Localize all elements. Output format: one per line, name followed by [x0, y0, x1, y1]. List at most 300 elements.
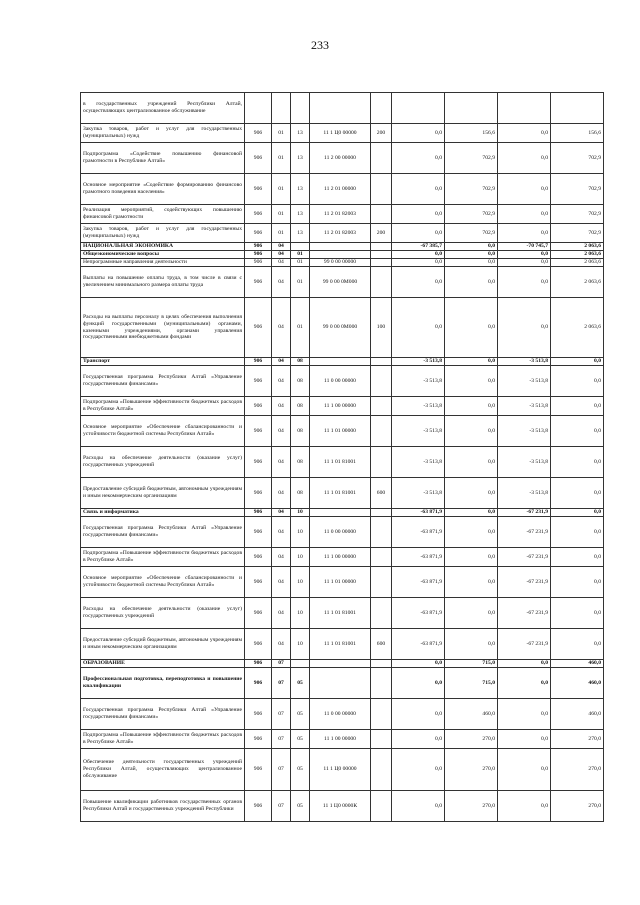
- expense-type-cell: [371, 366, 392, 397]
- amount-cell-2: [445, 93, 498, 124]
- row-name-cell: Связь и информатика: [81, 509, 245, 517]
- section-code-cell: 04: [272, 509, 291, 517]
- target-article-cell: [310, 668, 371, 699]
- amount-cell-2: 702,9: [445, 174, 498, 205]
- target-article-cell: 11 1 Ц0 0000К: [310, 791, 371, 822]
- expense-type-cell: [371, 267, 392, 298]
- amount-cell-2: 460,0: [445, 699, 498, 730]
- amount-cell-4: 2 063,6: [551, 259, 604, 267]
- amount-cell-4: 702,9: [551, 174, 604, 205]
- grbs-code-cell: 906: [245, 358, 272, 366]
- expense-type-cell: [371, 251, 392, 259]
- table-row: [81, 447, 604, 478]
- table-row: [81, 548, 604, 567]
- amount-cell-1: 0,0: [392, 298, 445, 358]
- amount-cell-3: [498, 93, 551, 124]
- amount-cell-1: -63 871,9: [392, 598, 445, 629]
- amount-cell-4: [551, 93, 604, 124]
- amount-cell-2: 0,0: [445, 251, 498, 259]
- amount-cell-3: -3 513,8: [498, 416, 551, 447]
- amount-cell-3: 0,0: [498, 668, 551, 699]
- subsection-code-cell: 01: [291, 267, 310, 298]
- row-name-cell: Основное мероприятие «Обеспечение сбалансированности и устойчивости бюджетной системы Республики Алтай»: [81, 416, 245, 447]
- section-code-cell: 04: [272, 259, 291, 267]
- subsection-code-cell: 01: [291, 251, 310, 259]
- grbs-code-cell: 906: [245, 548, 272, 567]
- amount-cell-3: -67 231,9: [498, 509, 551, 517]
- target-article-cell: 11 2 01 82003: [310, 224, 371, 243]
- section-code-cell: 01: [272, 124, 291, 143]
- amount-cell-2: 0,0: [445, 629, 498, 660]
- grbs-code-cell: 906: [245, 660, 272, 668]
- row-name-cell: Транспорт: [81, 358, 245, 366]
- expense-type-cell: [371, 259, 392, 267]
- expense-type-cell: [371, 397, 392, 416]
- target-article-cell: 99 0 00 00000: [310, 259, 371, 267]
- table-row: [81, 298, 604, 358]
- section-code-cell: 07: [272, 730, 291, 749]
- section-code-cell: 04: [272, 447, 291, 478]
- row-name-cell: Выплаты на повышение оплаты труда, в том числе в связи с увеличением минимального размера оплаты труда: [81, 267, 245, 298]
- amount-cell-2: 0,0: [445, 259, 498, 267]
- subsection-code-cell: 08: [291, 358, 310, 366]
- expense-type-cell: [371, 791, 392, 822]
- amount-cell-2: 0,0: [445, 298, 498, 358]
- expense-type-cell: [371, 174, 392, 205]
- amount-cell-2: 270,0: [445, 791, 498, 822]
- amount-cell-4: 2 063,6: [551, 251, 604, 259]
- amount-cell-4: 270,0: [551, 730, 604, 749]
- row-name-cell: Профессиональная подготовка, переподготовка и повышение квалификации: [81, 668, 245, 699]
- row-name-cell: ОБРАЗОВАНИЕ: [81, 660, 245, 668]
- section-code-cell: [272, 93, 291, 124]
- subsection-code-cell: 05: [291, 699, 310, 730]
- target-article-cell: 11 0 00 00000: [310, 517, 371, 548]
- grbs-code-cell: 906: [245, 629, 272, 660]
- expense-type-cell: [371, 660, 392, 668]
- amount-cell-4: 0,0: [551, 366, 604, 397]
- target-article-cell: 11 2 01 82003: [310, 205, 371, 224]
- subsection-code-cell: [291, 243, 310, 251]
- expense-type-cell: 600: [371, 629, 392, 660]
- row-name-cell: Государственная программа Республики Алтай «Управление государственными финансами»: [81, 517, 245, 548]
- amount-cell-3: -3 513,8: [498, 447, 551, 478]
- amount-cell-1: 0,0: [392, 174, 445, 205]
- grbs-code-cell: 906: [245, 397, 272, 416]
- amount-cell-2: 156,6: [445, 124, 498, 143]
- section-code-cell: 01: [272, 174, 291, 205]
- expense-type-cell: [371, 598, 392, 629]
- target-article-cell: 11 0 00 00000: [310, 366, 371, 397]
- amount-cell-3: 0,0: [498, 660, 551, 668]
- budget-table-body: [81, 93, 604, 822]
- target-article-cell: 99 0 00 0М000: [310, 298, 371, 358]
- amount-cell-4: 270,0: [551, 791, 604, 822]
- amount-cell-1: 0,0: [392, 660, 445, 668]
- subsection-code-cell: 01: [291, 259, 310, 267]
- amount-cell-3: 0,0: [498, 267, 551, 298]
- expense-type-cell: [371, 447, 392, 478]
- amount-cell-3: 0,0: [498, 224, 551, 243]
- amount-cell-2: 702,9: [445, 205, 498, 224]
- subsection-code-cell: 01: [291, 298, 310, 358]
- amount-cell-2: 0,0: [445, 366, 498, 397]
- table-row: [81, 366, 604, 397]
- row-name-cell: Расходы на обеспечение деятельности (оказание услуг) государственных учреждений: [81, 598, 245, 629]
- amount-cell-3: 0,0: [498, 298, 551, 358]
- table-row: [81, 267, 604, 298]
- row-name-cell: Подпрограмма «Повышение эффективности бюджетных расходов в Республике Алтай»: [81, 730, 245, 749]
- subsection-code-cell: 13: [291, 205, 310, 224]
- expense-type-cell: [371, 243, 392, 251]
- amount-cell-2: 0,0: [445, 243, 498, 251]
- amount-cell-4: 2 063,6: [551, 267, 604, 298]
- amount-cell-3: -3 513,8: [498, 478, 551, 509]
- amount-cell-2: 0,0: [445, 397, 498, 416]
- target-article-cell: 11 1 01 81001: [310, 447, 371, 478]
- amount-cell-1: 0,0: [392, 251, 445, 259]
- amount-cell-2: 0,0: [445, 598, 498, 629]
- amount-cell-2: 715,0: [445, 660, 498, 668]
- grbs-code-cell: [245, 93, 272, 124]
- amount-cell-1: -3 513,8: [392, 478, 445, 509]
- amount-cell-3: 0,0: [498, 259, 551, 267]
- amount-cell-1: -3 513,8: [392, 358, 445, 366]
- target-article-cell: 11 1 01 00000: [310, 416, 371, 447]
- amount-cell-1: -3 513,8: [392, 366, 445, 397]
- section-code-cell: 01: [272, 224, 291, 243]
- amount-cell-4: 0,0: [551, 548, 604, 567]
- amount-cell-3: 0,0: [498, 791, 551, 822]
- target-article-cell: [310, 251, 371, 259]
- table-row: [81, 517, 604, 548]
- amount-cell-1: 0,0: [392, 224, 445, 243]
- subsection-code-cell: 08: [291, 447, 310, 478]
- amount-cell-4: 0,0: [551, 358, 604, 366]
- amount-cell-4: 702,9: [551, 143, 604, 174]
- amount-cell-4: 460,0: [551, 660, 604, 668]
- subsection-code-cell: 05: [291, 730, 310, 749]
- expense-type-cell: [371, 699, 392, 730]
- amount-cell-2: 270,0: [445, 749, 498, 791]
- row-name-cell: Подпрограмма «Содействие повышению финансовой грамотности в Республике Алтай»: [81, 143, 245, 174]
- expense-type-cell: [371, 509, 392, 517]
- target-article-cell: 11 1 Ц0 00000: [310, 749, 371, 791]
- expense-type-cell: 100: [371, 298, 392, 358]
- expense-type-cell: [371, 93, 392, 124]
- amount-cell-3: -67 231,9: [498, 629, 551, 660]
- target-article-cell: [310, 243, 371, 251]
- grbs-code-cell: 906: [245, 598, 272, 629]
- target-article-cell: 11 1 00 00000: [310, 548, 371, 567]
- subsection-code-cell: 13: [291, 124, 310, 143]
- table-row: [81, 124, 604, 143]
- subsection-code-cell: 10: [291, 509, 310, 517]
- amount-cell-2: 0,0: [445, 267, 498, 298]
- subsection-code-cell: 10: [291, 517, 310, 548]
- amount-cell-1: [392, 93, 445, 124]
- amount-cell-4: 0,0: [551, 397, 604, 416]
- subsection-code-cell: 08: [291, 366, 310, 397]
- table-row: [81, 143, 604, 174]
- subsection-code-cell: 05: [291, 791, 310, 822]
- row-name-cell: Основное мероприятие «Содействие формированию финансово грамотного поведения населения»: [81, 174, 245, 205]
- target-article-cell: 11 1 01 81001: [310, 598, 371, 629]
- expense-type-cell: [371, 730, 392, 749]
- table-row: [81, 791, 604, 822]
- table-row: [81, 660, 604, 668]
- amount-cell-1: -3 513,8: [392, 416, 445, 447]
- target-article-cell: 11 1 00 00000: [310, 730, 371, 749]
- row-name-cell: Обеспечение деятельности государственных учреждений Республики Алтай, осуществляющих централизованное обслуживание: [81, 749, 245, 791]
- section-code-cell: 04: [272, 548, 291, 567]
- subsection-code-cell: 08: [291, 397, 310, 416]
- table-row: [81, 629, 604, 660]
- expense-type-cell: [371, 567, 392, 598]
- grbs-code-cell: 906: [245, 267, 272, 298]
- table-row: [81, 243, 604, 251]
- amount-cell-4: 460,0: [551, 699, 604, 730]
- target-article-cell: 11 1 01 81001: [310, 629, 371, 660]
- section-code-cell: 07: [272, 791, 291, 822]
- subsection-code-cell: [291, 93, 310, 124]
- amount-cell-1: -63 871,9: [392, 509, 445, 517]
- subsection-code-cell: 10: [291, 629, 310, 660]
- amount-cell-1: -63 871,9: [392, 629, 445, 660]
- grbs-code-cell: 906: [245, 298, 272, 358]
- section-code-cell: 04: [272, 517, 291, 548]
- amount-cell-4: 2 063,6: [551, 298, 604, 358]
- target-article-cell: 11 0 00 00000: [310, 699, 371, 730]
- section-code-cell: 07: [272, 749, 291, 791]
- amount-cell-4: 156,6: [551, 124, 604, 143]
- target-article-cell: 11 1 00 00000: [310, 397, 371, 416]
- budget-table-container: [80, 92, 600, 822]
- section-code-cell: 04: [272, 358, 291, 366]
- amount-cell-3: -3 513,8: [498, 397, 551, 416]
- amount-cell-1: 0,0: [392, 699, 445, 730]
- table-row: [81, 509, 604, 517]
- target-article-cell: 11 2 01 00000: [310, 174, 371, 205]
- amount-cell-3: -67 231,9: [498, 517, 551, 548]
- target-article-cell: [310, 93, 371, 124]
- amount-cell-3: 0,0: [498, 749, 551, 791]
- amount-cell-4: 2 063,6: [551, 243, 604, 251]
- amount-cell-4: 0,0: [551, 478, 604, 509]
- subsection-code-cell: 13: [291, 174, 310, 205]
- subsection-code-cell: 10: [291, 598, 310, 629]
- grbs-code-cell: 906: [245, 205, 272, 224]
- grbs-code-cell: 906: [245, 749, 272, 791]
- amount-cell-2: 0,0: [445, 447, 498, 478]
- table-row: [81, 730, 604, 749]
- amount-cell-2: 0,0: [445, 567, 498, 598]
- table-row: [81, 749, 604, 791]
- amount-cell-1: 0,0: [392, 730, 445, 749]
- table-row: [81, 478, 604, 509]
- row-name-cell: НАЦИОНАЛЬНАЯ ЭКОНОМИКА: [81, 243, 245, 251]
- row-name-cell: Государственная программа Республики Алтай «Управление государственными финансами»: [81, 699, 245, 730]
- amount-cell-3: 0,0: [498, 174, 551, 205]
- row-name-cell: Государственная программа Республики Алтай «Управление государственными финансами»: [81, 366, 245, 397]
- row-name-cell: Непрограммные направления деятельности: [81, 259, 245, 267]
- table-row: [81, 567, 604, 598]
- target-article-cell: 11 1 01 81001: [310, 478, 371, 509]
- section-code-cell: 07: [272, 699, 291, 730]
- table-row: [81, 174, 604, 205]
- amount-cell-1: -63 871,9: [392, 517, 445, 548]
- section-code-cell: 07: [272, 668, 291, 699]
- amount-cell-3: 0,0: [498, 251, 551, 259]
- grbs-code-cell: 906: [245, 366, 272, 397]
- amount-cell-2: 702,9: [445, 143, 498, 174]
- subsection-code-cell: 05: [291, 668, 310, 699]
- target-article-cell: [310, 358, 371, 366]
- amount-cell-4: 0,0: [551, 598, 604, 629]
- grbs-code-cell: 906: [245, 224, 272, 243]
- section-code-cell: 04: [272, 598, 291, 629]
- grbs-code-cell: 906: [245, 243, 272, 251]
- section-code-cell: 04: [272, 397, 291, 416]
- grbs-code-cell: 906: [245, 124, 272, 143]
- amount-cell-4: 0,0: [551, 509, 604, 517]
- section-code-cell: 01: [272, 143, 291, 174]
- subsection-code-cell: 10: [291, 567, 310, 598]
- amount-cell-4: 460,0: [551, 668, 604, 699]
- amount-cell-3: 0,0: [498, 205, 551, 224]
- section-code-cell: 04: [272, 267, 291, 298]
- page-number: 233: [311, 38, 329, 52]
- amount-cell-2: 715,0: [445, 668, 498, 699]
- target-article-cell: [310, 660, 371, 668]
- amount-cell-1: -3 513,8: [392, 397, 445, 416]
- amount-cell-1: -67 385,7: [392, 243, 445, 251]
- row-name-cell: в государственных учреждений Республики Алтай, осуществляющих централизованное обслуживание: [81, 93, 245, 124]
- subsection-code-cell: 10: [291, 548, 310, 567]
- amount-cell-1: 0,0: [392, 267, 445, 298]
- expense-type-cell: 200: [371, 224, 392, 243]
- amount-cell-1: 0,0: [392, 791, 445, 822]
- target-article-cell: 11 1 01 00000: [310, 567, 371, 598]
- section-code-cell: 04: [272, 298, 291, 358]
- row-name-cell: Основное мероприятие «Обеспечение сбалансированности и устойчивости бюджетной системы Республики Алтай»: [81, 567, 245, 598]
- table-row: [81, 93, 604, 124]
- amount-cell-2: 270,0: [445, 730, 498, 749]
- amount-cell-2: 0,0: [445, 358, 498, 366]
- grbs-code-cell: 906: [245, 668, 272, 699]
- amount-cell-2: 0,0: [445, 478, 498, 509]
- table-row: [81, 668, 604, 699]
- grbs-code-cell: 906: [245, 416, 272, 447]
- section-code-cell: 04: [272, 416, 291, 447]
- expense-type-cell: [371, 358, 392, 366]
- target-article-cell: 99 0 00 0М000: [310, 267, 371, 298]
- amount-cell-1: 0,0: [392, 749, 445, 791]
- expense-type-cell: [371, 749, 392, 791]
- amount-cell-2: 0,0: [445, 509, 498, 517]
- row-name-cell: Закупка товаров, работ и услуг для государственных (муниципальных) нужд: [81, 224, 245, 243]
- table-row: [81, 224, 604, 243]
- grbs-code-cell: 906: [245, 517, 272, 548]
- expense-type-cell: [371, 143, 392, 174]
- grbs-code-cell: 906: [245, 143, 272, 174]
- amount-cell-2: 702,9: [445, 224, 498, 243]
- expense-type-cell: [371, 416, 392, 447]
- amount-cell-3: 0,0: [498, 699, 551, 730]
- amount-cell-3: -67 231,9: [498, 567, 551, 598]
- section-code-cell: 04: [272, 629, 291, 660]
- amount-cell-4: 0,0: [551, 416, 604, 447]
- amount-cell-4: 702,9: [551, 205, 604, 224]
- section-code-cell: 04: [272, 478, 291, 509]
- amount-cell-3: 0,0: [498, 143, 551, 174]
- section-code-cell: 04: [272, 251, 291, 259]
- grbs-code-cell: 906: [245, 478, 272, 509]
- table-row: [81, 259, 604, 267]
- row-name-cell: Расходы на выплаты персоналу в целях обеспечения выполнения функций государственными (муниципальными) органами, казенными учреждениями, органами управления государственными внебюджетными фондами: [81, 298, 245, 358]
- grbs-code-cell: 906: [245, 791, 272, 822]
- table-row: [81, 598, 604, 629]
- budget-table: [80, 92, 604, 822]
- target-article-cell: 11 2 00 00000: [310, 143, 371, 174]
- expense-type-cell: [371, 668, 392, 699]
- amount-cell-1: -3 513,8: [392, 447, 445, 478]
- target-article-cell: [310, 509, 371, 517]
- table-row: [81, 251, 604, 259]
- grbs-code-cell: 906: [245, 447, 272, 478]
- amount-cell-1: 0,0: [392, 668, 445, 699]
- grbs-code-cell: 906: [245, 509, 272, 517]
- amount-cell-3: -67 231,9: [498, 598, 551, 629]
- amount-cell-1: 0,0: [392, 124, 445, 143]
- amount-cell-2: 0,0: [445, 517, 498, 548]
- amount-cell-3: -70 745,7: [498, 243, 551, 251]
- amount-cell-4: 0,0: [551, 517, 604, 548]
- table-row: [81, 397, 604, 416]
- amount-cell-3: -67 231,9: [498, 548, 551, 567]
- target-article-cell: 11 1 Ц0 00000: [310, 124, 371, 143]
- row-name-cell: Общеэкономические вопросы: [81, 251, 245, 259]
- amount-cell-2: 0,0: [445, 548, 498, 567]
- subsection-code-cell: 08: [291, 478, 310, 509]
- grbs-code-cell: 906: [245, 251, 272, 259]
- amount-cell-4: 0,0: [551, 629, 604, 660]
- amount-cell-3: 0,0: [498, 730, 551, 749]
- amount-cell-2: 0,0: [445, 416, 498, 447]
- amount-cell-3: -3 513,8: [498, 358, 551, 366]
- amount-cell-4: 270,0: [551, 749, 604, 791]
- subsection-code-cell: [291, 660, 310, 668]
- row-name-cell: Расходы на обеспечение деятельности (оказание услуг) государственных учреждений: [81, 447, 245, 478]
- grbs-code-cell: 906: [245, 699, 272, 730]
- subsection-code-cell: 08: [291, 416, 310, 447]
- subsection-code-cell: 05: [291, 749, 310, 791]
- amount-cell-1: 0,0: [392, 143, 445, 174]
- amount-cell-4: 702,9: [551, 224, 604, 243]
- amount-cell-3: 0,0: [498, 124, 551, 143]
- amount-cell-1: -63 871,9: [392, 567, 445, 598]
- expense-type-cell: 200: [371, 124, 392, 143]
- row-name-cell: Повышение квалификации работников государственных органов Республики Алтай и государственных учреждений Республики: [81, 791, 245, 822]
- amount-cell-1: 0,0: [392, 205, 445, 224]
- section-code-cell: 01: [272, 205, 291, 224]
- amount-cell-1: -63 871,9: [392, 548, 445, 567]
- expense-type-cell: 600: [371, 478, 392, 509]
- amount-cell-4: 0,0: [551, 447, 604, 478]
- grbs-code-cell: 906: [245, 567, 272, 598]
- row-name-cell: Предоставление субсидий бюджетным, автономным учреждениям и иным некоммерческим организациям: [81, 478, 245, 509]
- subsection-code-cell: 13: [291, 224, 310, 243]
